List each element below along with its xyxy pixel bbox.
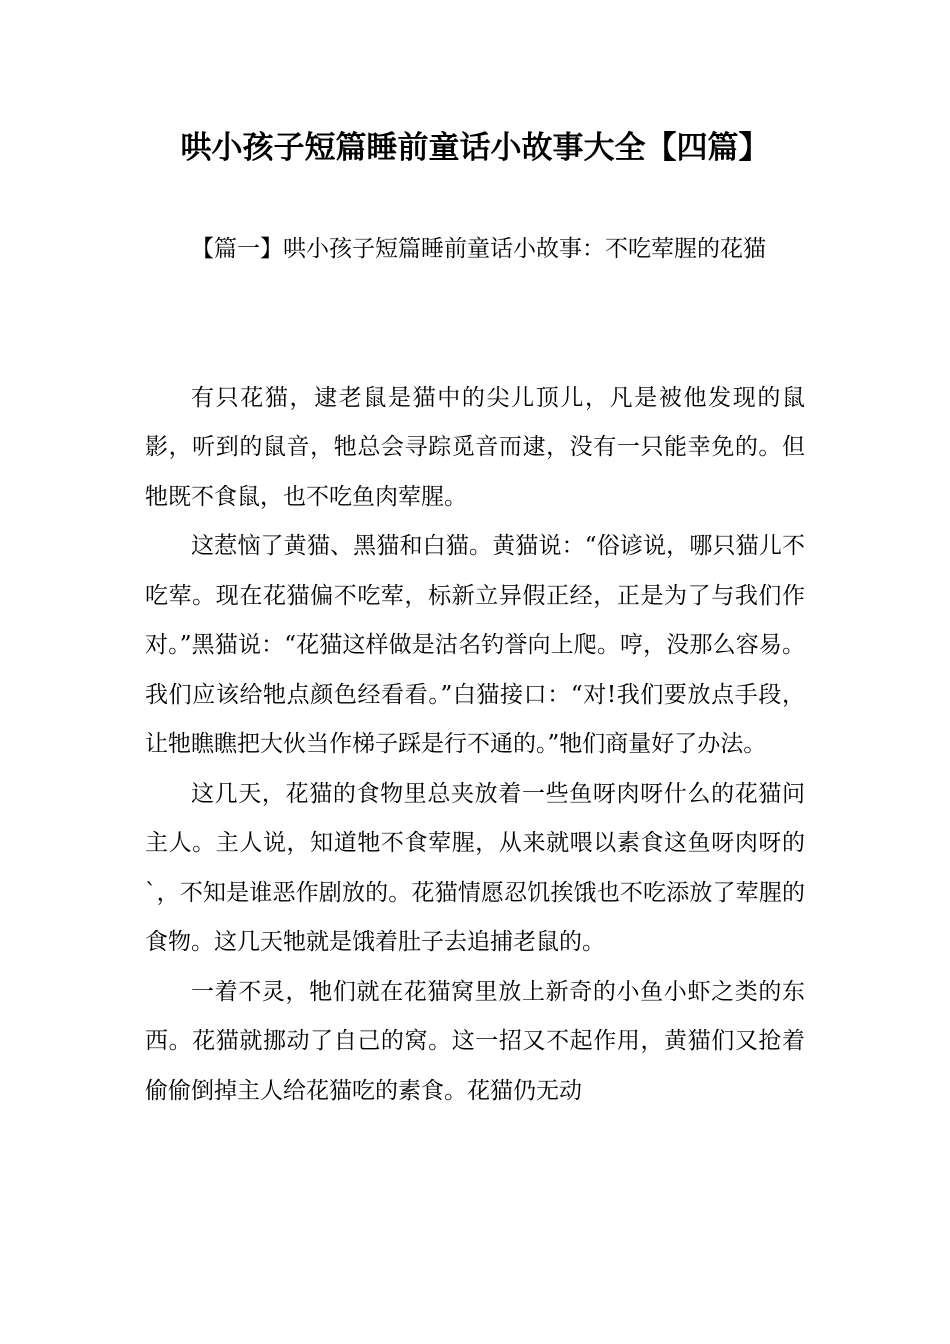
paragraph-3: 这几天，花猫的食物里总夹放着一些鱼呀肉呀什么的花猫问主人。主人说，知道牠不食荤腥，从来就喂以素食这鱼呀肉呀的`，不知是谁恶作剧放的。花猫情愿忍饥挨饿也不吃添放了荤腥的食物。这几天牠就是饿着肚子去追捕老鼠的。 <box>145 780 805 955</box>
section-heading: 【篇一】哄小孩子短篇睡前童话小故事：不吃荤腥的花猫 <box>191 236 766 262</box>
paragraph-4: 一着不灵，牠们就在花猫窝里放上新奇的小鱼小虾之类的东西。花猫就挪动了自己的窝。这一招又不起作用，黄猫们又抢着偷偷倒掉主人给花猫吃的素食。花猫仍无动 <box>145 978 805 1104</box>
document-body <box>145 225 805 1116</box>
paragraph-1: 有只花猫，逮老鼠是猫中的尖儿顶儿，凡是被他发现的鼠影，听到的鼠音，牠总会寻踪觅音而逮，没有一只能幸免的。但牠既不食鼠，也不吃鱼肉荤腥。 <box>145 384 805 510</box>
document-title: 哄小孩子短篇睡前童话小故事大全【四篇】 <box>180 130 770 166</box>
paragraph-2: 这惹恼了黄猫、黑猫和白猫。黄猫说：“俗谚说，哪只猫儿不吃荤。现在花猫偏不吃荤，标新立异假正经，正是为了与我们作对。”黑猫说：“花猫这样做是沽名钓誉向上爬。哼，没那么容易。我们应该给牠点颜色经看看。”白猫接口：“对!我们要放点手段，让牠瞧瞧把大伙当作梯子踩是行不通的。”牠们商量好了办法。 <box>145 533 805 757</box>
blank-line <box>145 275 805 374</box>
